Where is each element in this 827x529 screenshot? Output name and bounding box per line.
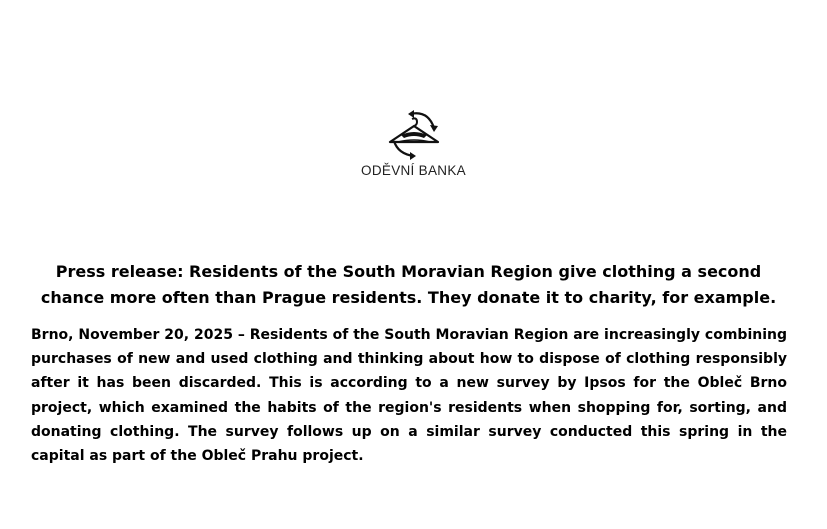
logo-wordmark: ODĚVNÍ BANKA [361, 163, 466, 178]
hanger-recycle-icon [384, 108, 444, 160]
organization-logo [0, 108, 827, 178]
press-release-title: Press release: Residents of the South Moravian Region give clothing a second chance more often than Prague residents. They donate it to charity, for example. [40, 262, 777, 307]
press-release-body: Brno, November 20, 2025 – Residents of the South Moravian Region are increasingly combining purchases of new and used clothing and thinking about how to dispose of clothing responsibly after it has been discarded. This is according to a new survey by Ipsos for the Obleč Brno project, which examined the habits of the region's residents when shopping for, sorting, and donating clothing. The survey follows up on a similar survey conducted this spring in the capital as part of the Obleč Prahu project. [31, 327, 787, 465]
